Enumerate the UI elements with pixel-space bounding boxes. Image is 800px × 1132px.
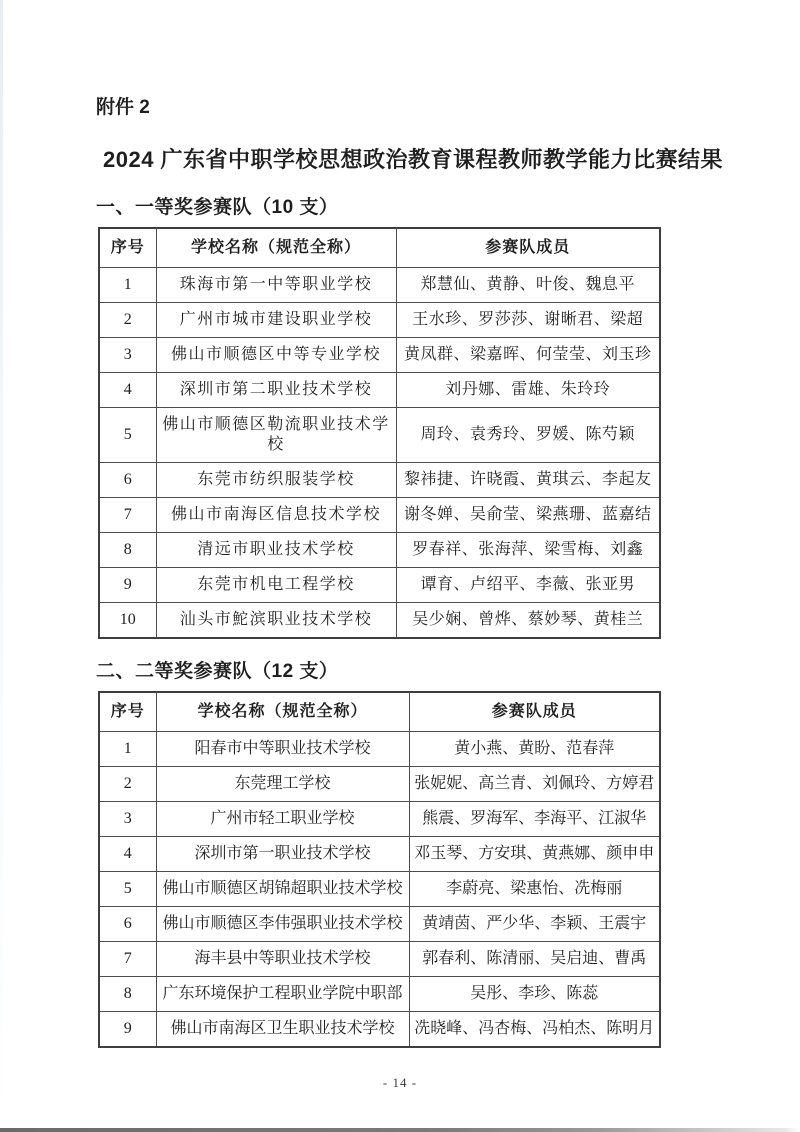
table-row — [99, 872, 660, 907]
column-header: 学校名称（规范全称） — [156, 228, 396, 268]
row-index-cell: 9 — [99, 1012, 156, 1048]
school-name-cell: 东莞市纺织服装学校 — [156, 463, 396, 498]
row-index-cell: 8 — [99, 533, 156, 568]
school-name-cell: 佛山市顺德区勒流职业技术学校 — [156, 408, 396, 463]
column-header: 参赛队成员 — [409, 692, 660, 732]
table-row — [99, 338, 660, 373]
table-row — [99, 603, 660, 639]
row-index-cell: 7 — [99, 942, 156, 977]
row-index-cell: 1 — [99, 732, 156, 767]
table-row — [99, 802, 660, 837]
members-cell: 吴彤、李珍、陈蕊 — [409, 977, 660, 1012]
school-name-cell: 深圳市第二职业技术学校 — [156, 373, 396, 408]
row-index-cell: 1 — [99, 268, 156, 303]
members-cell: 郭春利、陈清丽、吴启迪、曹禹 — [409, 942, 660, 977]
members-cell: 黄小燕、黄盼、范春萍 — [409, 732, 660, 767]
school-name-cell: 海丰县中等职业技术学校 — [156, 942, 409, 977]
column-header: 参赛队成员 — [396, 228, 660, 268]
table-row — [99, 498, 660, 533]
column-header: 学校名称（规范全称） — [156, 692, 409, 732]
document-title: 2024 广东省中职学校思想政治教育课程教师教学能力比赛结果 — [103, 147, 724, 172]
table-row — [99, 533, 660, 568]
scan-bottom-edge-artifact — [0, 1128, 800, 1132]
school-name-cell: 广州市轻工职业学校 — [156, 802, 409, 837]
school-name-cell: 汕头市鮀滨职业技术学校 — [156, 603, 396, 639]
members-cell: 黎祎捷、许晓霞、黄琪云、李起友 — [396, 463, 660, 498]
row-index-cell: 2 — [99, 303, 156, 338]
school-name-cell: 清远市职业技术学校 — [156, 533, 396, 568]
members-cell: 周玲、袁秀玲、罗媛、陈芍颖 — [396, 408, 660, 463]
table-row — [99, 942, 660, 977]
members-cell: 张妮妮、高兰青、刘佩玲、方婷君 — [409, 767, 660, 802]
school-name-cell: 广东环境保护工程职业学院中职部 — [156, 977, 409, 1012]
row-index-cell: 2 — [99, 767, 156, 802]
table-row — [99, 463, 660, 498]
row-index-cell: 10 — [99, 603, 156, 639]
school-name-cell: 东莞理工学校 — [156, 767, 409, 802]
row-index-cell: 7 — [99, 498, 156, 533]
members-cell: 谭育、卢绍平、李薇、张亚男 — [396, 568, 660, 603]
page-number: - 14 - — [382, 1075, 418, 1090]
school-name-cell: 广州市城市建设职业学校 — [156, 303, 396, 338]
section-heading-first-prize: 一、一等奖参赛队（10 支） — [96, 197, 339, 218]
table-row — [99, 767, 660, 802]
members-cell: 邓玉琴、方安琪、黄燕娜、颜申申 — [409, 837, 660, 872]
header-row — [99, 228, 660, 268]
school-name-cell: 佛山市顺德区李伟强职业技术学校 — [156, 907, 409, 942]
members-cell: 李蔚亮、梁惠怡、冼梅丽 — [409, 872, 660, 907]
table-row — [99, 907, 660, 942]
members-cell: 刘丹娜、雷雄、朱玲玲 — [396, 373, 660, 408]
header-row — [99, 692, 660, 732]
attachment-label: 附件 2 — [96, 97, 150, 118]
members-cell: 吴少娴、曾烨、蔡妙琴、黄桂兰 — [396, 603, 660, 639]
row-index-cell: 5 — [99, 408, 156, 463]
row-index-cell: 4 — [99, 837, 156, 872]
row-index-cell: 4 — [99, 373, 156, 408]
table-row — [99, 408, 660, 463]
second-prize-table — [98, 691, 661, 1048]
table-row — [99, 373, 660, 408]
members-cell: 熊震、罗海军、李海平、江淑华 — [409, 802, 660, 837]
column-header: 序号 — [99, 692, 156, 732]
school-name-cell: 佛山市南海区信息技术学校 — [156, 498, 396, 533]
school-name-cell: 佛山市顺德区中等专业学校 — [156, 338, 396, 373]
school-name-cell: 东莞市机电工程学校 — [156, 568, 396, 603]
section-heading-second-prize: 二、二等奖参赛队（12 支） — [96, 661, 339, 682]
school-name-cell: 阳春市中等职业技术学校 — [156, 732, 409, 767]
members-cell: 郑慧仙、黄静、叶俊、魏息平 — [396, 268, 660, 303]
table-row — [99, 268, 660, 303]
members-cell: 罗春祥、张海萍、梁雪梅、刘鑫 — [396, 533, 660, 568]
row-index-cell: 5 — [99, 872, 156, 907]
row-index-cell: 3 — [99, 802, 156, 837]
table-row — [99, 303, 660, 338]
members-cell: 王水珍、罗莎莎、谢晰君、梁超 — [396, 303, 660, 338]
table-row — [99, 732, 660, 767]
members-cell: 黄靖茵、严少华、李颖、王震宇 — [409, 907, 660, 942]
members-cell: 冼晓峰、冯杏梅、冯柏杰、陈明月 — [409, 1012, 660, 1048]
row-index-cell: 3 — [99, 338, 156, 373]
row-index-cell: 6 — [99, 907, 156, 942]
table-row — [99, 1012, 660, 1048]
members-cell: 谢冬婵、吴俞莹、梁燕珊、蓝嘉结 — [396, 498, 660, 533]
column-header: 序号 — [99, 228, 156, 268]
row-index-cell: 6 — [99, 463, 156, 498]
table-row — [99, 977, 660, 1012]
first-prize-table — [98, 227, 661, 639]
school-name-cell: 佛山市顺德区胡锦超职业技术学校 — [156, 872, 409, 907]
table-row — [99, 837, 660, 872]
scan-left-edge-artifact — [0, 0, 3, 1132]
row-index-cell: 9 — [99, 568, 156, 603]
school-name-cell: 佛山市南海区卫生职业技术学校 — [156, 1012, 409, 1048]
school-name-cell: 深圳市第一职业技术学校 — [156, 837, 409, 872]
school-name-cell: 珠海市第一中等职业学校 — [156, 268, 396, 303]
members-cell: 黄凤群、梁嘉晖、何莹莹、刘玉珍 — [396, 338, 660, 373]
table-row — [99, 568, 660, 603]
row-index-cell: 8 — [99, 977, 156, 1012]
